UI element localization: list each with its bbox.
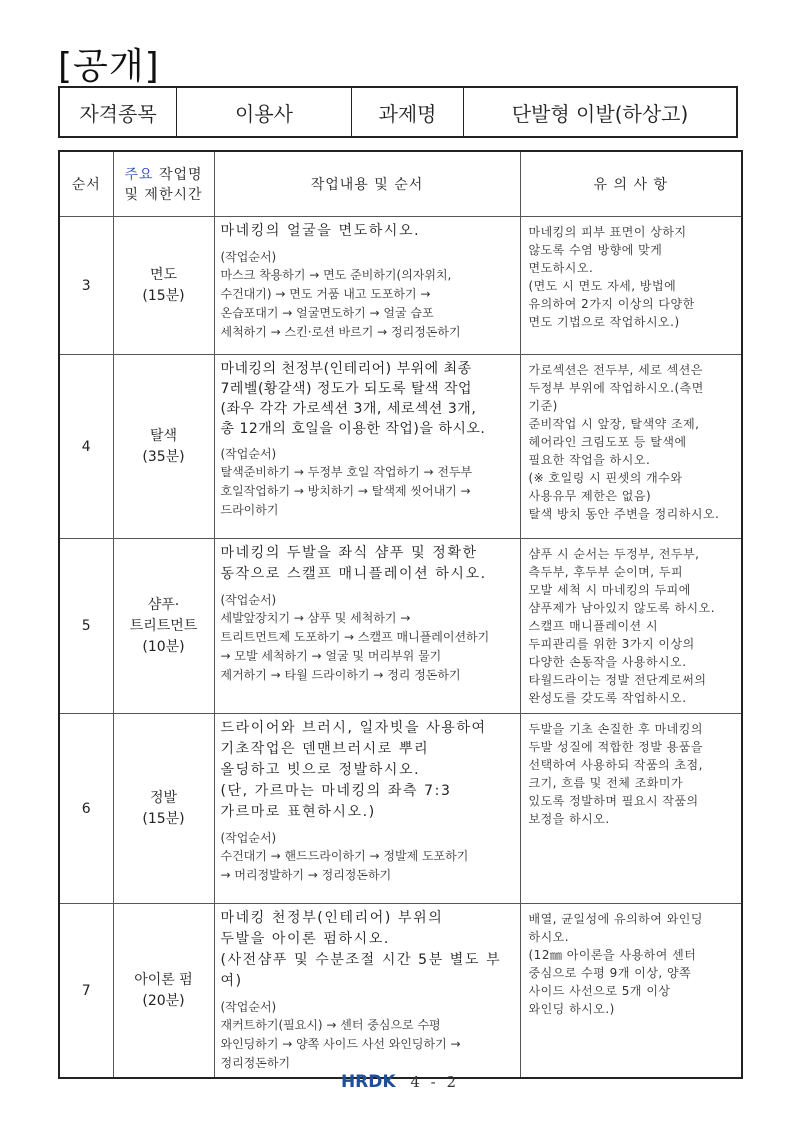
row-notes (520, 355, 742, 539)
header-content: 작업내용 및 순서 (214, 151, 520, 217)
task-name: 아이론 펌 (134, 971, 193, 988)
notes-text: 샴푸 시 순서는 두정부, 전두부, 측두부, 후두부 순이며, 두피 모발 세척 시 마네킹의 두피에 샴푸제가 남아있지 않도록 하시오. 스캘프 매니플레이션 시 두피관리를 위한 3가지 이상의 다양한 손동작을 사용하시오. 타월드라이는 정발 전단계로써의 완성도를 갖도록 작업하시오. (528, 547, 716, 705)
procedure-label: (작업순서) (220, 1000, 277, 1014)
notes-text: 마네킹의 피부 표면이 상하지 않도록 수염 방향에 맞게 면도하시오. (면도 시 면도 자세, 방법에 유의하여 2가지 이상의 다양한 면도 기법으로 작업하시오.) (528, 225, 695, 329)
row-order: 3 (59, 217, 113, 355)
info-table (58, 86, 738, 138)
task-time: (35분) (142, 448, 185, 465)
procedure-steps: 탈색준비하기 → 두정부 호일 작업하기 → 전두부 호일작업하기 → 방치하기 → 탈색제 씻어내기 → 드라이하기 (220, 465, 473, 517)
task-instruction: 마네킹 천정부(인테리어) 부위의 두발을 아이론 펌하시오. (사전샴푸 및 수분조절 시간 5분 별도 부여) (220, 910, 502, 989)
row-notes (520, 539, 742, 714)
label-category: 자격종목 (60, 88, 177, 136)
notes-text: 두발을 기초 손질한 후 마네킹의 두발 성질에 적합한 정발 용품을 선택하여 사용하되 작품의 초점, 크기, 흐름 및 전체 조화미가 있도록 정발하며 필요시 작품의 보정을 하시오. (528, 722, 703, 826)
procedure-label: (작업순서) (220, 447, 277, 461)
header-name (113, 151, 214, 217)
row-order: 7 (59, 904, 113, 1079)
header-order: 순서 (59, 151, 113, 217)
task-name-line2: 트리트먼트 (129, 617, 198, 634)
procedure-steps: 재커트하기(필요시) → 센터 중심으로 수평 와인딩하기 → 양쪽 사이드 사선 와인딩하기 → 정리정돈하기 (220, 1018, 461, 1070)
row-name (113, 355, 214, 539)
row-content (214, 539, 520, 714)
table-row (59, 539, 742, 714)
page-title: [공개] (58, 46, 160, 87)
row-notes (520, 714, 742, 904)
header-name-highlight: 주요 (124, 167, 154, 183)
procedure-steps: 마스크 착용하기 → 면도 준비하기(의자위치, 수건대기) → 면도 거품 내고 도포하기 → 온습포대기 → 얼굴면도하기 → 얼굴 습포 세척하기 → 스킨·로션 바르기 → 정리정돈하기 (220, 268, 461, 339)
value-category: 이용사 (177, 88, 352, 136)
row-content (214, 217, 520, 355)
procedure-label: (작업순서) (220, 831, 277, 845)
row-name (113, 714, 214, 904)
page-footer (0, 1072, 800, 1092)
procedure-label: (작업순서) (220, 593, 277, 607)
row-notes (520, 904, 742, 1079)
hrdk-logo: HRDK (340, 1072, 396, 1092)
page-number: 4 - 2 (410, 1073, 460, 1091)
header-name-line2: 및 제한시간 (124, 187, 203, 203)
row-order: 4 (59, 355, 113, 539)
row-notes (520, 217, 742, 355)
notes-text: 가로섹션은 전두부, 세로 섹션은 두정부 부위에 작업하시오.(측면 기준) 준비작업 시 앞장, 탈색약 조제, 헤어라인 크림도포 등 탈색에 필요한 작업을 하시오. (※ 호일링 시 핀셋의 개수와 사용유무 제한은 없음) 탈색 방치 동안 주변을 정리하시오. (528, 363, 720, 521)
row-content (214, 904, 520, 1079)
row-order: 5 (59, 539, 113, 714)
task-instruction: 마네킹의 두발을 좌식 샴푸 및 정확한 동작으로 스캘프 매니플레이션 하시오. (220, 545, 487, 582)
header-notes: 유 의 사 항 (520, 151, 742, 217)
procedure-label: (작업순서) (220, 250, 277, 264)
task-instruction: 마네킹의 얼굴을 면도하시오. (220, 223, 421, 239)
procedure-steps: 수건대기 → 핸드드라이하기 → 정발제 도포하기 → 머리정발하기 → 정리정돈하기 (220, 849, 469, 882)
task-name: 샴푸· (147, 596, 180, 613)
notes-text: 배열, 균일성에 유의하여 와인딩 하시오. (12㎜ 아이론을 사용하여 센터 중심으로 수평 9개 이상, 양쪽 사이드 사선으로 5개 이상 와인딩 하시오.) (528, 912, 703, 1016)
task-name: 탈색 (149, 427, 178, 444)
task-instruction: 드라이어와 브러시, 일자빗을 사용하여 기초작업은 덴맨브러시로 뿌리 올딩하고 빗으로 정발하시오. (단, 가르마는 마네킹의 좌측 7:3 가르마로 표현하시오.) (220, 720, 487, 820)
task-instruction: 마네킹의 천정부(인테리어) 부위에 최종 7레벨(황갈색) 정도가 되도록 탈색 작업 (좌우 각각 가로섹션 3개, 세로섹션 3개, 총 12개의 호일을 이용한 작업)을 하시오. (220, 361, 486, 437)
row-order: 6 (59, 714, 113, 904)
table-header-row (59, 151, 742, 217)
table-row (59, 714, 742, 904)
task-name: 면도 (149, 266, 178, 283)
procedure-steps: 세발앞장치기 → 샴푸 및 세척하기 → 트리트먼트제 도포하기 → 스캘프 매니플레이션하기 → 모발 세척하기 → 얼굴 및 머리부위 물기 제거하기 → 타월 드라이하기 → 정리 정돈하기 (220, 611, 490, 682)
task-time: (15분) (142, 287, 185, 304)
row-name (113, 217, 214, 355)
table-row (59, 217, 742, 355)
row-content (214, 714, 520, 904)
value-task: 단발형 이발(하상고) (511, 101, 689, 126)
task-time: (10분) (142, 638, 185, 655)
task-time: (15분) (142, 810, 185, 827)
table-row (59, 904, 742, 1079)
task-name: 정발 (149, 789, 178, 806)
header-name-rest: 작업명 (153, 167, 203, 183)
task-time: (20분) (142, 992, 185, 1009)
row-name (113, 539, 214, 714)
task-table (58, 150, 743, 1079)
table-row (59, 355, 742, 539)
label-task: 과제명 (352, 88, 464, 136)
row-content (214, 355, 520, 539)
row-name (113, 904, 214, 1079)
